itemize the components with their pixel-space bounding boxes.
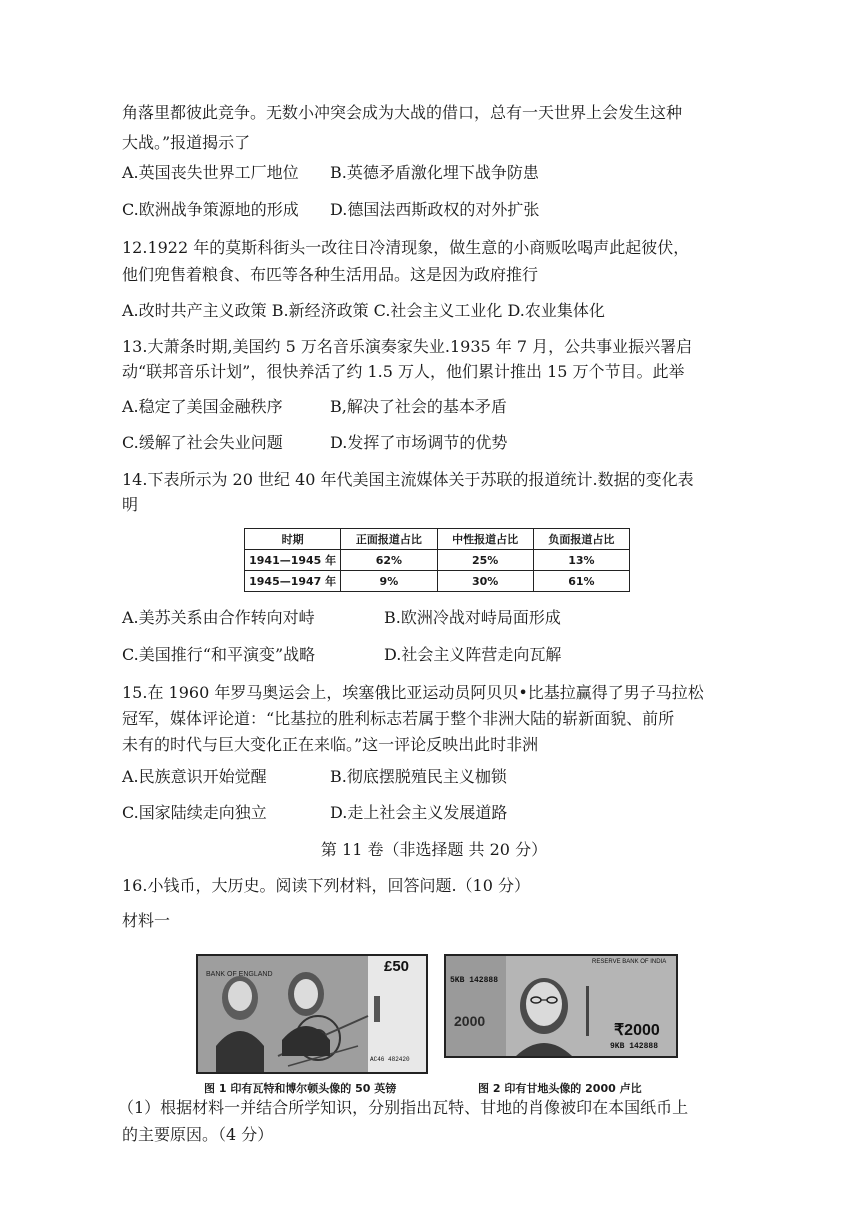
media-statistics-table <box>244 528 630 592</box>
q11-option-c: C.欧洲战争策源地的形成 <box>122 200 299 219</box>
q14-option-b: B.欧洲冷战对峙局面形成 <box>384 608 561 627</box>
q11-stem-line2: 大战。”报道揭示了 <box>122 133 251 152</box>
fifty-pound-serial: AC46 482420 <box>370 1056 410 1063</box>
table-header-row <box>245 529 630 550</box>
q15-option-c: C.国家陆续走向独立 <box>122 803 267 822</box>
figure-2-caption: 图 2 印有甘地头像的 2000 卢比 <box>478 1082 642 1095</box>
svg-text:2000: 2000 <box>454 1013 486 1029</box>
section-2-heading: 第 11 卷（非选择题 共 20 分） <box>320 840 548 859</box>
q16-material-label: 材料一 <box>122 911 171 930</box>
q16-stem: 16.小钱币，大历史。阅读下列材料，回答问题.（10 分） <box>122 876 530 895</box>
svg-text:BANK OF ENGLAND: BANK OF ENGLAND <box>206 971 273 978</box>
q15-option-b: B.彻底摆脱殖民主义枷锁 <box>330 767 507 786</box>
q13-option-c: C.缓解了社会失业问题 <box>122 433 283 452</box>
table-cell: 9% <box>341 571 437 592</box>
table-cell: 13% <box>533 550 629 571</box>
table-cell: 62% <box>341 550 437 571</box>
table-cell: 1945—1947 年 <box>245 571 341 592</box>
q12-stem-line2: 他们兜售着粮食、布匹等各种生活用品。这是因为政府推行 <box>122 265 539 284</box>
q13-option-a: A.稳定了美国金融秩序 <box>122 397 283 416</box>
rupee-denomination: ₹2000 <box>614 1022 660 1039</box>
q15-option-a: A.民族意识开始觉醒 <box>122 767 267 786</box>
rupee-bank-name: RESERVE BANK OF INDIA <box>592 959 667 965</box>
q14-option-d: D.社会主义阵营走向瓦解 <box>384 645 562 664</box>
rupee-serial-bottom: 9KB 142888 <box>610 1042 659 1051</box>
q13-option-b: B,解决了社会的基本矛盾 <box>330 397 507 416</box>
table-row <box>245 550 630 571</box>
q11-stem-line1: 角落里都彼此竞争。无数小冲突会成为大战的借口，总有一天世界上会发生这种 <box>122 103 683 122</box>
q13-option-d: D.发挥了市场调节的优势 <box>330 433 508 452</box>
table-cell: 25% <box>437 550 533 571</box>
q15-stem-line1: 15.在 1960 年罗马奥运会上，埃塞俄比亚运动员阿贝贝•比基拉赢得了男子马拉松 <box>122 683 704 702</box>
q11-option-d: D.德国法西斯政权的对外扩张 <box>330 200 540 219</box>
q11-option-a: A.英国丧失世界工厂地位 <box>122 163 299 182</box>
q16-sub1-line1: （1）根据材料一并结合所学知识，分别指出瓦特、甘地的肖像被印在本国纸币上 <box>118 1098 689 1117</box>
q15-stem-line2: 冠军，媒体评论道：“比基拉的胜利标志若属于整个非洲大陆的崭新面貌、前所 <box>122 709 675 728</box>
q15-option-d: D.走上社会主义发展道路 <box>330 803 508 822</box>
q12-stem-line1: 12.1922 年的莫斯科街头一改往日冷清现象，做生意的小商贩吆喝声此起彼伏， <box>122 238 690 257</box>
table-header-negative: 负面报道占比 <box>533 529 629 550</box>
table-header-period: 时期 <box>245 529 341 550</box>
q15-stem-line3: 未有的时代与巨大变化正在来临。”这一评论反映出此时非洲 <box>122 735 539 754</box>
q14-option-a: A.美苏关系由合作转向对峙 <box>122 608 315 627</box>
table-row <box>245 571 630 592</box>
q13-stem-line1: 13.大萧条时期,美国约 5 万名音乐演奏家失业.1935 年 7 月，公共事业振兴署启 <box>122 337 693 356</box>
table-cell: 30% <box>437 571 533 592</box>
q13-stem-line2: 动“联邦音乐计划”，很快养活了约 1.5 万人，他们累计推出 15 万个节目。此举 <box>122 362 685 381</box>
fifty-pound-denomination: £50 <box>384 958 410 975</box>
fifty-pound-banknote-image <box>196 954 428 1074</box>
figure-1-caption: 图 1 印有瓦特和博尔顿头像的 50 英镑 <box>204 1082 397 1095</box>
q14-stem-line1: 14.下表所示为 20 世纪 40 年代美国主流媒体关于苏联的报道统计.数据的变化表 <box>122 470 694 489</box>
two-thousand-rupee-banknote-image <box>444 954 678 1058</box>
table-cell: 1941—1945 年 <box>245 550 341 571</box>
q14-option-c: C.美国推行“和平演变”战略 <box>122 645 316 664</box>
q11-option-b: B.英德矛盾激化埋下战争防患 <box>330 163 539 182</box>
table-cell: 61% <box>533 571 629 592</box>
q16-sub1-line2: 的主要原因。（4 分） <box>122 1125 274 1144</box>
table-header-neutral: 中性报道占比 <box>437 529 533 550</box>
q14-stem-line2: 明 <box>122 495 139 514</box>
rupee-serial-top: 5KB 142888 <box>450 976 499 985</box>
q12-options: A.改时共产主义政策 B.新经济政策 C.社会主义工业化 D.农业集体化 <box>122 301 605 320</box>
table-header-positive: 正面报道占比 <box>341 529 437 550</box>
